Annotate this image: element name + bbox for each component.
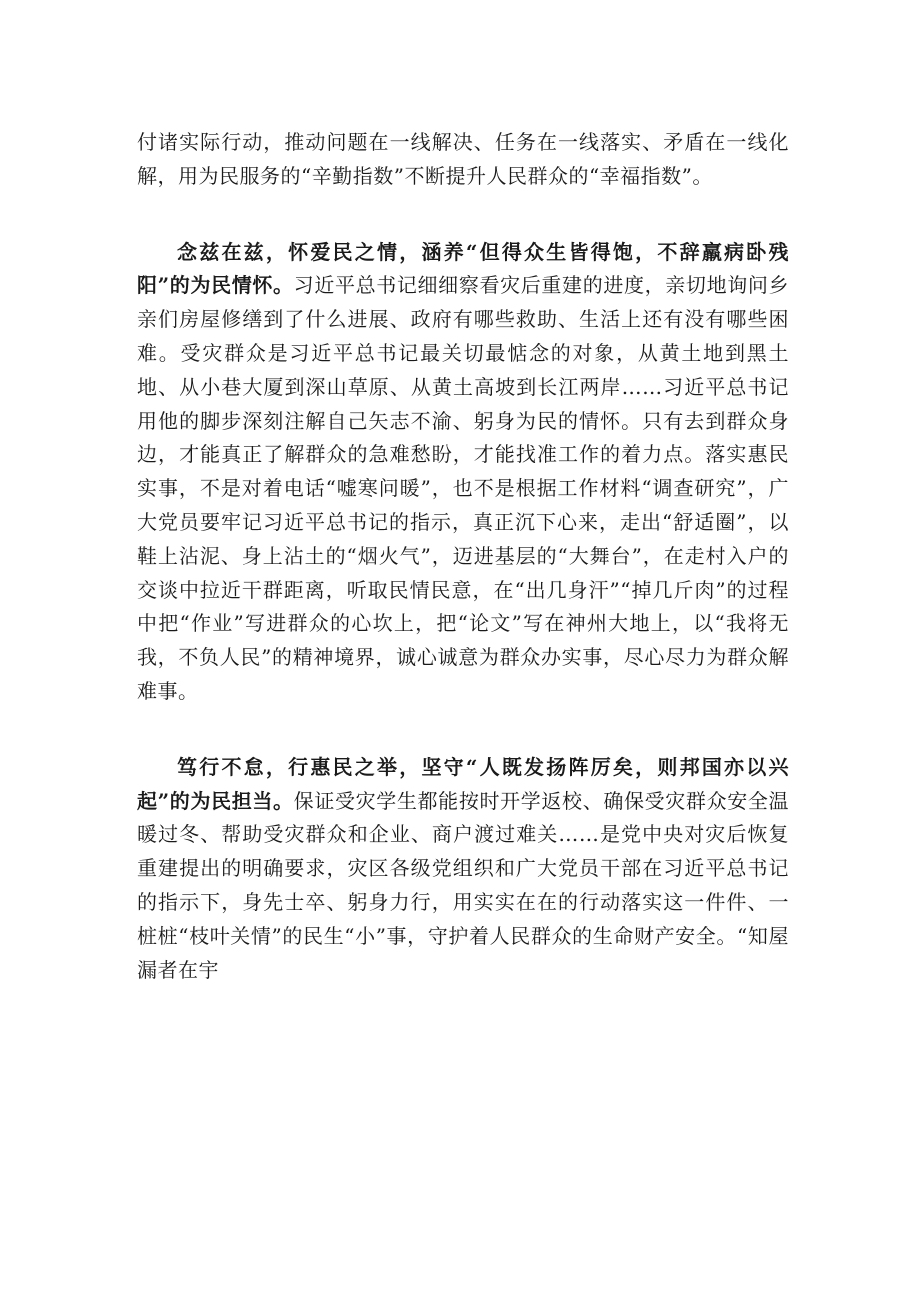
paragraph-3-lead: 笃行不怠，行惠民之举，坚守“人既发扬阵厉矣，则邦国亦以兴起”的为民担当。 [137, 754, 789, 813]
paragraph-3-body: 保证受灾学生都能按时开学返校、确保受灾群众安全温暖过冬、帮助受灾群众和企业、商户渡过难关……是党中央对灾后恢复重建提出的明确要求，灾区各级党组织和广大党员干部在习近平总书记的指示下，身先士卒、躬身力行，用实实在在的行动落实这一件件、一桩桩“枝叶关情”的民生“小”事，守护着人民群众的生命财产安全。“知屋漏者在宇 [137, 788, 789, 982]
paragraph-2-lead: 念兹在兹，怀爱民之情，涵养“但得众生皆得饱，不辞羸病卧残阳”的为民情怀。 [137, 239, 789, 298]
document-page [137, 126, 789, 987]
paragraph-1-body: 付诸实际行动，推动问题在一线解决、任务在一线落实、矛盾在一线化解，用为民服务的“辛勤指数”不断提升人民群众的“幸福指数”。 [137, 130, 789, 188]
paragraph-2 [137, 236, 789, 709]
paragraph-2-body: 习近平总书记细细察看灾后重建的进度，亲切地询问乡亲们房屋修缮到了什么进展、政府有哪些救助、生活上还有没有哪些困难。受灾群众是习近平总书记最关切最惦念的对象，从黄土地到黑土地、从小巷大厦到深山草原、从黄土高坡到长江两岸……习近平总书记用他的脚步深刻注解自己矢志不渝、躬身为民的情怀。只有去到群众身边，才能真正了解群众的急难愁盼，才能找准工作的着力点。落实惠民实事，不是对着电话“嘘寒问暖”，也不是根据工作材料“调查研究”，广大党员要牢记习近平总书记的指示，真正沉下心来，走出“舒适圈”，以鞋上沾泥、身上沾土的“烟火气”，迈进基层的“大舞台”，在走村入户的交谈中拉近干群距离，听取民情民意，在“出几身汗”“掉几斤肉”的过程中把“作业”写进群众的心坎上，把“论文”写在神州大地上，以“我将无我，不负人民”的精神境界，诚心诚意为群众办实事，尽心尽力为群众解难事。 [137, 273, 789, 703]
paragraph-3 [137, 751, 789, 988]
paragraph-1 [137, 126, 789, 194]
